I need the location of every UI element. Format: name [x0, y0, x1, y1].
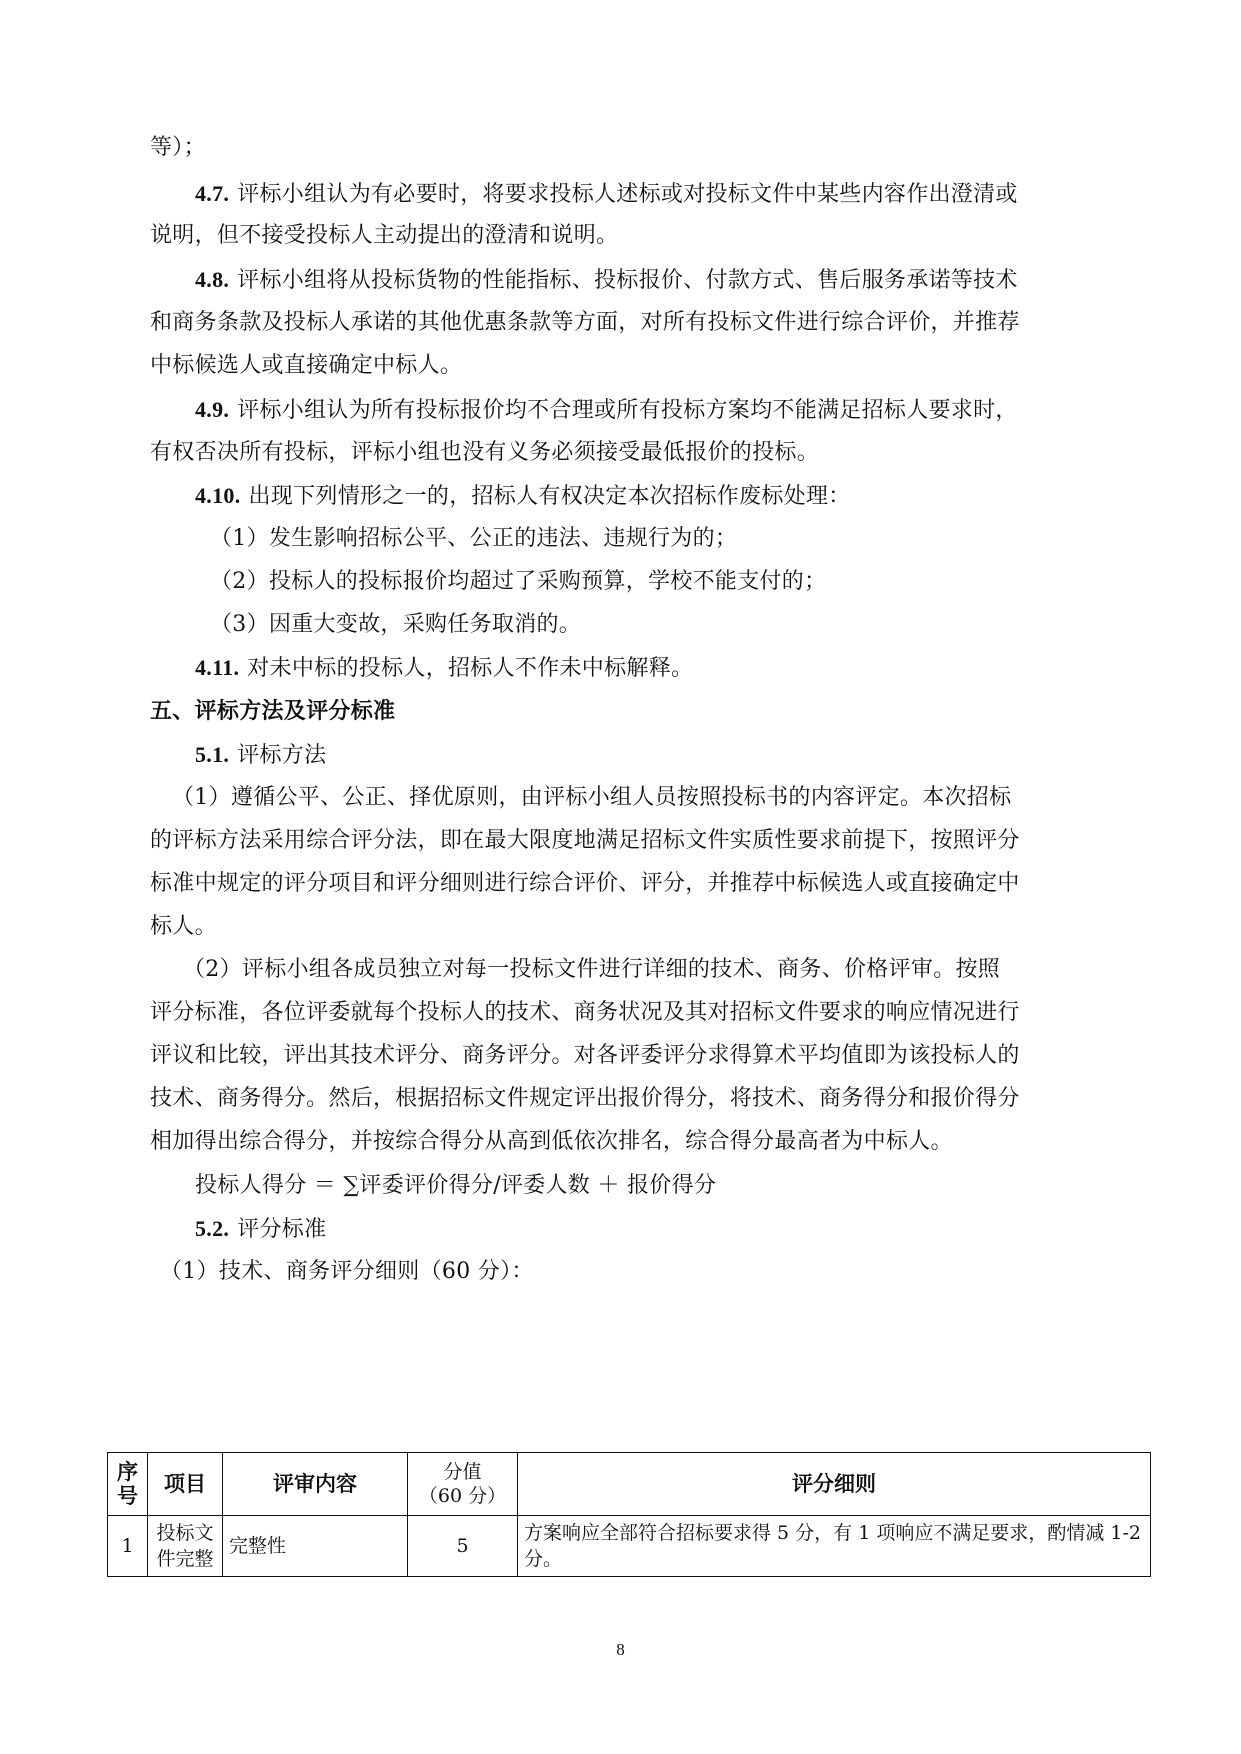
clause-4-7-line-1	[195, 178, 1125, 211]
clause-text: 对未中标的投标人，招标人不作未中标解释。	[247, 656, 694, 681]
row-item: 投标文件完整	[148, 1516, 223, 1577]
clause-4-8-line-2: 和商务条款及投标人承诺的其他优惠条款等方面，对所有投标文件进行综合评价，并推荐	[150, 310, 1020, 335]
page-number: 8	[616, 1640, 625, 1659]
method-1-line-3: 标准中规定的评分项目和评分细则进行综合评价、评分，并推荐中标候选人或直接确定中	[150, 871, 1020, 896]
clause-number: 4.8.	[195, 267, 230, 292]
clause-4-7-line-2: 说明，但不接受投标人主动提出的澄清和说明。	[150, 223, 619, 248]
table-row	[108, 1516, 1151, 1577]
clause-number: 4.10.	[195, 483, 241, 508]
clause-text: 评标小组将从投标货物的性能指标、投标报价、付款方式、售后服务承诺等技术	[237, 268, 1018, 293]
clause-number: 4.7.	[195, 181, 230, 206]
method-2-line-1: （2）评标小组各成员独立对每一投标文件进行详细的技术、商务、价格评审。按照	[183, 957, 1001, 982]
header-content: 评审内容	[223, 1453, 408, 1516]
clause-text: 评标小组认为所有投标报价均不合理或所有投标方案均不能满足招标人要求时，	[237, 398, 1018, 423]
row-content: 完整性	[223, 1516, 408, 1577]
row-detail: 方案响应全部符合招标要求得 5 分，有 1 项响应不满足要求，酌情减 1-2 分。	[518, 1516, 1151, 1577]
table-header-row	[108, 1453, 1151, 1516]
header-detail: 评分细则	[518, 1453, 1151, 1516]
clause-text: 评分标准	[237, 1217, 327, 1242]
section-5-heading: 五、评标方法及评分标准	[150, 699, 396, 724]
clause-4-9-line-2: 有权否决所有投标，评标小组也没有义务必须接受最低报价的投标。	[150, 440, 820, 465]
clause-4-9-line-1	[195, 394, 1125, 427]
scoring-table	[107, 1452, 1151, 1577]
header-item: 项目	[148, 1453, 223, 1516]
clause-number: 4.11.	[195, 655, 240, 680]
clause-text: 评标方法	[237, 743, 327, 768]
paragraph-continuation: 等）；	[150, 135, 206, 160]
table-caption: （1）技术、商务评分细则（60 分）：	[160, 1259, 534, 1284]
clause-4-10-line-1	[195, 480, 1125, 513]
clause-4-10-item-1: （1）发生影响招标公平、公正的违法、违规行为的；	[210, 526, 738, 551]
header-score-total: （60 分）	[418, 1485, 507, 1507]
score-formula: 投标人得分 ＝ ∑评委评价得分/评委人数 ＋ 报价得分	[195, 1173, 717, 1198]
method-2-line-4: 技术、商务得分。然后，根据招标文件规定评出报价得分，将技术、商务得分和报价得分	[150, 1086, 1020, 1111]
clause-text: 出现下列情形之一的，招标人有权决定本次招标作废标处理：	[248, 484, 851, 509]
method-2-line-2: 评分标准，各位评委就每个投标人的技术、商务状况及其对招标文件要求的响应情况进行	[150, 1000, 1020, 1025]
header-no	[108, 1453, 148, 1516]
method-2-line-5: 相加得出综合得分，并按综合得分从高到低依次排名，综合得分最高者为中标人。	[150, 1129, 953, 1154]
clause-4-8-line-3: 中标候选人或直接确定中标人。	[150, 353, 463, 378]
header-no-text: 序号	[117, 1460, 138, 1508]
header-score-label: 分值	[443, 1461, 482, 1483]
row-no: 1	[108, 1516, 148, 1577]
header-score	[408, 1453, 518, 1516]
clause-4-8-line-1	[195, 264, 1125, 297]
method-1-line-2: 的评标方法采用综合评分法，即在最大限度地满足招标文件实质性要求前提下，按照评分	[150, 828, 1020, 853]
clause-number: 4.9.	[195, 397, 230, 422]
method-1-line-4: 标人。	[150, 914, 217, 939]
clause-4-10-item-2: （2）投标人的投标报价均超过了采购预算，学校不能支付的；	[210, 569, 827, 594]
method-1-line-1: （1）遵循公平、公正、择优原则，由评标小组人员按照投标书的内容评定。本次招标	[172, 785, 1012, 810]
clause-5-2-title	[195, 1213, 1125, 1246]
clause-number: 5.2.	[195, 1216, 230, 1241]
clause-4-10-item-3: （3）因重大变故，采购任务取消的。	[210, 612, 582, 637]
clause-text: 评标小组认为有必要时，将要求投标人述标或对投标文件中某些内容作出澄清或	[237, 182, 1018, 207]
row-score: 5	[408, 1516, 518, 1577]
clause-4-11-line-1	[195, 652, 1125, 685]
method-2-line-3: 评议和比较，评出其技术评分、商务评分。对各评委评分求得算术平均值即为该投标人的	[150, 1043, 1020, 1068]
clause-number: 5.1.	[195, 742, 230, 767]
clause-5-1-title	[195, 739, 1125, 772]
